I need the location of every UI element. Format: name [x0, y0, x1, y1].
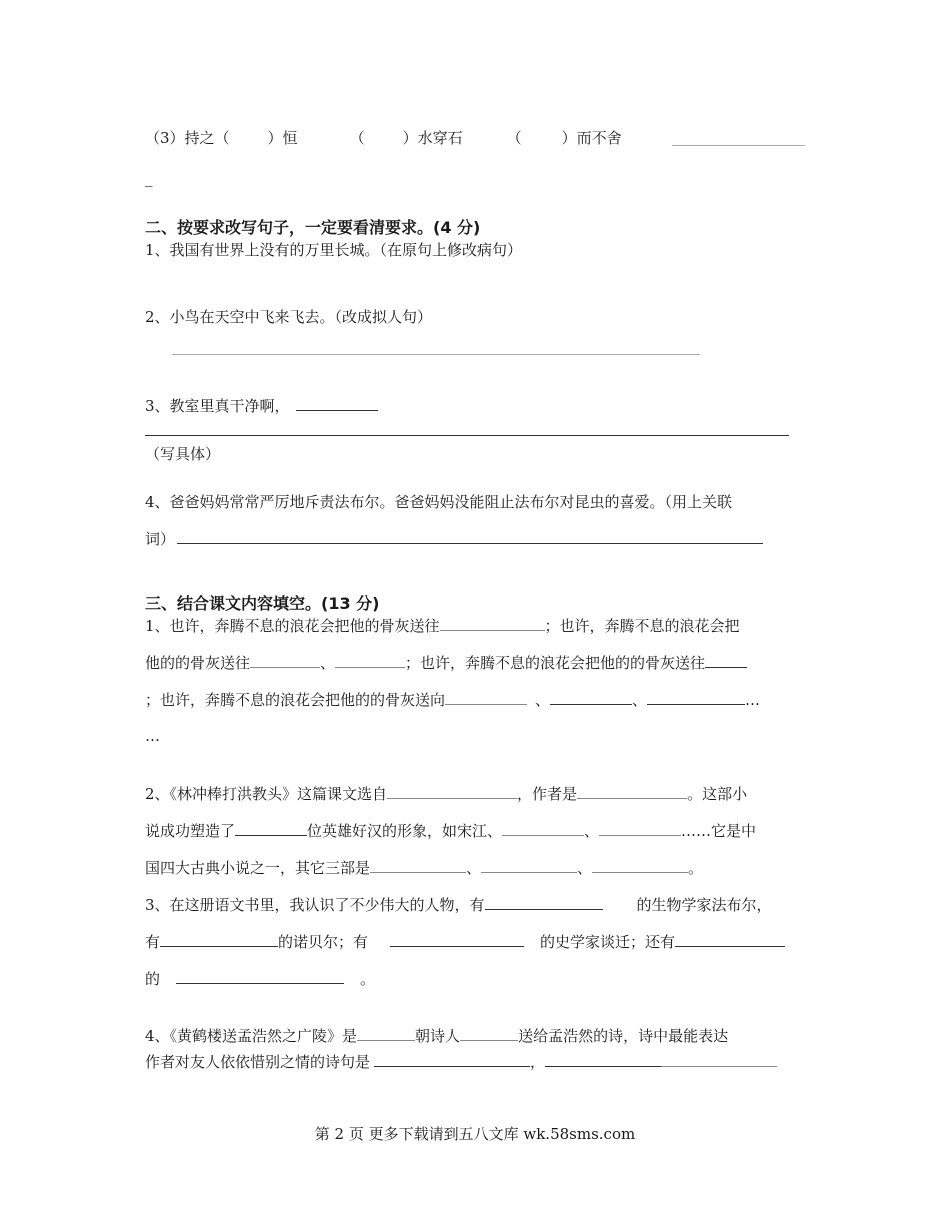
blank-20[interactable] — [176, 969, 344, 984]
text: … — [745, 691, 761, 709]
blank-5[interactable] — [445, 690, 527, 705]
text: 、 — [584, 822, 600, 840]
section-2-q3-answer-line[interactable] — [145, 435, 789, 436]
section-3-q1-line-3 — [145, 690, 760, 710]
text: 有 — [145, 933, 161, 951]
blank-14[interactable] — [481, 858, 577, 873]
blank-23[interactable] — [374, 1052, 530, 1067]
text: 的诺贝尔；有 — [278, 933, 369, 951]
blank-19[interactable] — [675, 932, 785, 947]
text: 他的的骨灰送往 — [145, 654, 251, 672]
blank-13[interactable] — [370, 858, 466, 873]
text: 的史学家谈迁；还有 — [540, 933, 676, 951]
idiom-part-5: ）而不舍 — [561, 129, 622, 147]
section-3-q1-line-1 — [145, 616, 740, 636]
section-3-q3-line-2 — [145, 932, 785, 952]
blank-1[interactable] — [440, 616, 545, 631]
section-2-q2: 2、小鸟在天空中飞来飞去。（改成拟人句） — [145, 308, 433, 326]
text: 的 — [145, 970, 161, 988]
section-3-q2-line-2 — [145, 821, 756, 841]
text: 说成功塑造了 — [145, 822, 236, 840]
text: 的生物学家法布尔， — [636, 896, 772, 914]
idiom-part-3: ）水穿石 — [402, 129, 463, 147]
section-3-q2-line-3 — [145, 858, 703, 878]
idiom-tail-mark: _ — [145, 169, 153, 187]
text: 、 — [466, 859, 482, 877]
section-2-q3-text: 3、教室里真干净啊， — [145, 397, 290, 415]
idiom-part-2: （ — [349, 129, 365, 147]
section-3-title: 三、结合课文内容填空。(13 分) — [145, 594, 380, 613]
blank-17[interactable] — [160, 932, 278, 947]
blank-9[interactable] — [577, 784, 687, 799]
section-2-q4-blank[interactable] — [177, 529, 763, 544]
idiom-answer-line[interactable] — [672, 145, 805, 146]
text: 、 — [632, 691, 648, 709]
section-3-q2-line-1 — [145, 784, 747, 804]
idiom-part-4: （ — [506, 129, 522, 147]
blank-8[interactable] — [387, 784, 517, 799]
section-2-q3-note: （写具体） — [145, 445, 221, 463]
section-2-q2-answer-line[interactable] — [172, 354, 700, 355]
section-2-q4-line-2 — [145, 529, 763, 549]
section-3-q3-line-3 — [145, 969, 375, 989]
page-footer: 第 2 页 更多下载请到五八文库 wk.58sms.com — [314, 1125, 636, 1143]
blank-25[interactable] — [661, 1052, 777, 1067]
text: ；也许，奔腾不息的浪花会把他的的骨灰送往 — [405, 654, 706, 672]
section-2-q3 — [145, 396, 378, 416]
blank-11[interactable] — [502, 821, 584, 836]
text: 送给孟浩然的诗，诗中最能表达 — [518, 1027, 729, 1045]
section-3-q1-line-2 — [145, 653, 747, 673]
blank-2[interactable] — [250, 653, 320, 668]
blank-12[interactable] — [599, 821, 681, 836]
section-3-q3-line-1 — [145, 895, 772, 915]
blank-7[interactable] — [647, 690, 745, 705]
blank-21[interactable] — [357, 1026, 415, 1041]
idiom-part-1: ）恒 — [267, 129, 298, 147]
blank-10[interactable] — [235, 821, 307, 836]
section-2-q4-line-1: 4、爸爸妈妈常常严厉地斥责法布尔。爸爸妈妈没能阻止法布尔对昆虫的喜爱。（用上关联 — [145, 493, 733, 511]
section-2-q3-blank[interactable] — [296, 396, 378, 411]
blank-24[interactable] — [545, 1052, 661, 1067]
text: ， — [530, 1053, 546, 1071]
text: 。 — [360, 970, 376, 988]
blank-4[interactable] — [705, 653, 747, 668]
blank-6[interactable] — [550, 690, 632, 705]
blank-18[interactable] — [390, 932, 524, 947]
text: 、 — [320, 654, 336, 672]
blank-22[interactable] — [460, 1026, 518, 1041]
text: 朝诗人 — [415, 1027, 461, 1045]
section-3-q4-line-1 — [145, 1026, 728, 1046]
section-3-q1-line-4: … — [145, 727, 160, 745]
text: 4、《黄鹤楼送孟浩然之广陵》是 — [145, 1027, 358, 1045]
text: 国四大古典小说之一，其它三部是 — [145, 859, 371, 877]
text: 、 — [577, 859, 593, 877]
text: 2、《林冲棒打洪教头》这篇课文选自 — [145, 785, 388, 803]
section-2-title: 二、按要求改写句子，一定要看清要求。(4 分) — [145, 218, 481, 237]
text: ；也许，奔腾不息的浪花会把 — [544, 617, 740, 635]
section-3-q4-line-2 — [145, 1052, 777, 1072]
blank-3[interactable] — [335, 653, 405, 668]
text: 作者对友人依依惜别之情的诗句是 — [145, 1053, 371, 1071]
blank-16[interactable] — [485, 895, 603, 910]
text: 。这部小 — [687, 785, 748, 803]
text: 、 — [535, 691, 551, 709]
idiom-line-3 — [145, 128, 622, 148]
section-2-q1: 1、我国有世界上没有的万里长城。（在原句上修改病句） — [145, 241, 523, 259]
text: 位英雄好汉的形象，如宋江、 — [307, 822, 503, 840]
text: ；也许，奔腾不息的浪花会把他的的骨灰送向 — [145, 691, 446, 709]
text: 1、也许，奔腾不息的浪花会把他的骨灰送往 — [145, 617, 440, 635]
text: 。 — [688, 859, 704, 877]
text: ……它是中 — [681, 822, 757, 840]
text: 3、在这册语文书里，我认识了不少伟大的人物，有 — [145, 896, 485, 914]
blank-15[interactable] — [592, 858, 688, 873]
text: ，作者是 — [517, 785, 578, 803]
idiom-prefix: （3）持之（ — [145, 129, 230, 147]
section-2-q4-prefix: 词） — [145, 530, 176, 548]
